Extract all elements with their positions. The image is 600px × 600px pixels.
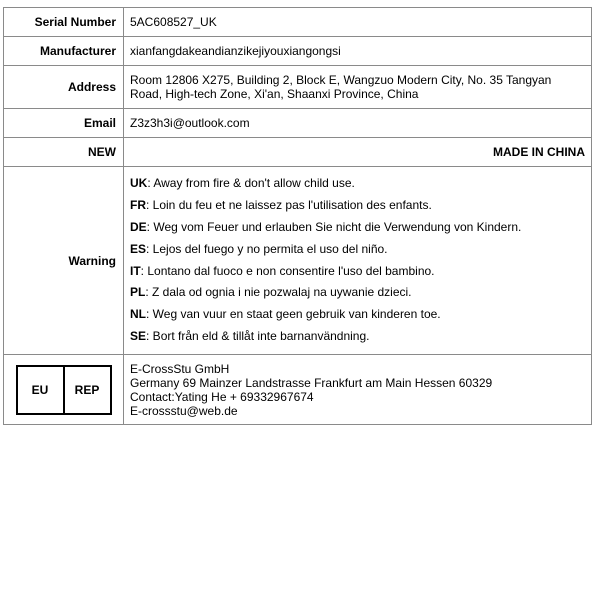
manufacturer-value: xianfangdakeandianzikejiyouxiangongsi [124,37,592,66]
eu-badge-text: EU [18,367,65,413]
email-row [4,109,592,138]
address-value [124,66,592,109]
product-label-table [3,7,592,425]
address-row [4,66,592,109]
eu-rep-company: E-CrossStu GmbH [130,361,230,376]
new-row [4,138,592,167]
address-line: Room 12806 X275, Building 2, Block E, Wangzuo Modern City, No. 35 Tangyan [130,73,552,87]
new-label: NEW [4,138,124,167]
warning-list [124,167,592,355]
manufacturer-row [4,37,592,66]
warning-row [4,167,592,355]
email-label: Email [4,109,124,138]
manufacturer-label: Manufacturer [4,37,124,66]
warning-item-it: IT: Lontano dal fuoco e non consentire l'uso del bambino. [130,263,435,278]
rep-badge-text: REP [74,382,100,397]
serial-number-value: 5AC608527_UK [124,8,592,37]
eu-rep-email: E-crossstu@web.de [130,403,238,418]
eu-rep-badge [16,365,112,415]
address-label: Address [4,66,124,109]
warning-label: Warning [4,167,124,355]
warning-item-fr: FR: Loin du feu et ne laissez pas l'utilisation des enfants. [130,198,432,213]
made-in-china-text: MADE IN CHINA [124,138,592,167]
eu-rep-address: Germany 69 Mainzer Landstrasse Frankfurt am Main Hessen 60329 [130,375,493,390]
warning-item-nl: NL: Weg van vuur en staat geen gebruik van kinderen toe. [130,307,441,322]
warning-item-de: DE: Weg vom Feuer und erlauben Sie nicht die Verwendung von Kindern. [130,219,522,234]
warning-item-uk: UK: Away from fire & don't allow child use. [130,176,355,191]
warning-item-se: SE: Bort från eld & tillåt inte barnanvändning. [130,328,370,343]
email-value: Z3z3h3i@outlook.com [124,109,592,138]
warning-item-pl: PL: Z dala od ognia i nie pozwalaj na uywanie dzieci. [130,285,412,300]
eu-rep-row [4,355,592,425]
address-line: Road, High-tech Zone, Xi'an, Shaanxi Province, China [130,87,419,101]
warning-item-es: ES: Lejos del fuego y no permita el uso del niño. [130,241,388,256]
eu-rep-details [124,355,592,425]
serial-number-row [4,8,592,37]
serial-number-label: Serial Number [4,8,124,37]
eu-rep-badge-cell [4,355,124,425]
eu-rep-contact: Contact:Yating He + 69332967674 [130,389,314,404]
